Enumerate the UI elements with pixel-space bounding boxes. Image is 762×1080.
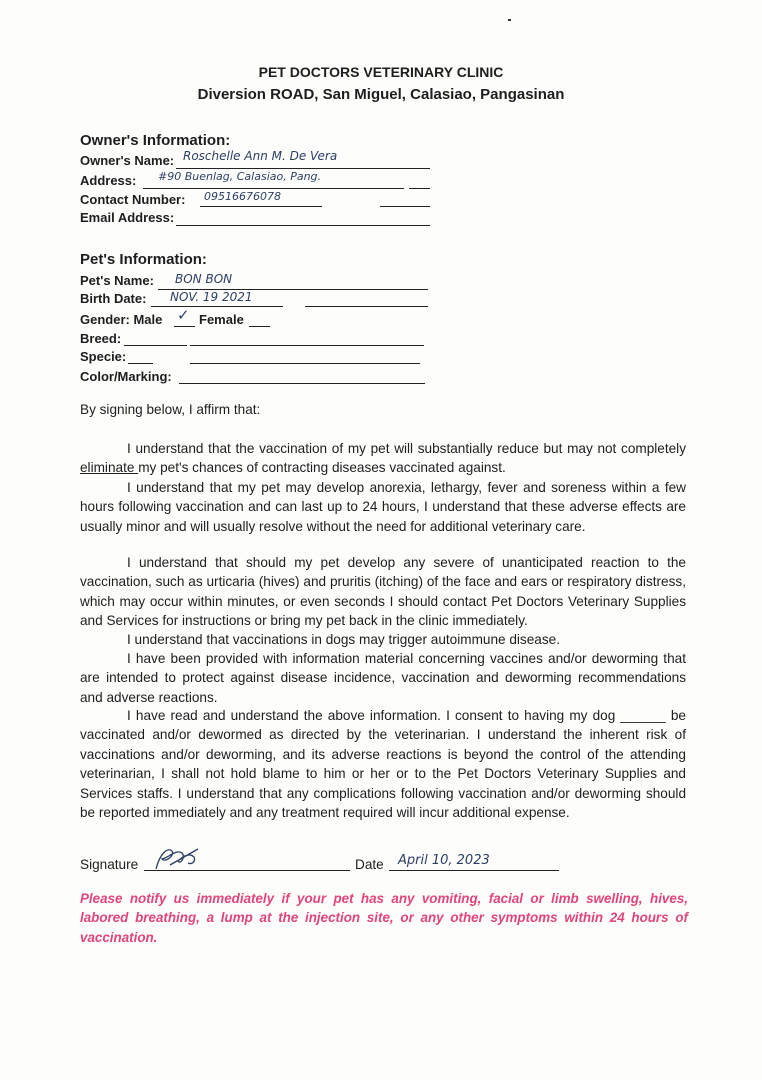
owner-name-value: Roschelle Ann M. De Vera: [183, 149, 338, 163]
date-value: April 10, 2023: [398, 853, 490, 868]
birth-date-line: [151, 306, 283, 307]
breed-line: [124, 345, 187, 346]
gender-male-label: Gender: Male: [80, 312, 163, 327]
signature-label: Signature: [80, 857, 139, 872]
address-line: [143, 188, 404, 189]
birth-date-line-end: [305, 306, 428, 307]
date-label: Date: [355, 857, 384, 872]
consent-paragraph-3: I understand that should my pet develop any severe of unanticipated reaction to the vaccination, such as urticaria (hives) and pruritis (itching) of the face and ears or respiratory distress, which may occur within minutes, or even seconds I should contact Pet Doctors Veterinary Supplies and Services for instructions or bring my pet back in the clinic immediately.: [80, 555, 686, 629]
breed-line-end: [190, 345, 424, 346]
male-checkmark: ✓: [177, 306, 190, 324]
clinic-address: Diversion ROAD, San Miguel, Calasiao, Pangasinan: [197, 86, 565, 103]
clinic-name: PET DOCTORS VETERINARY CLINIC: [258, 64, 504, 80]
female-check-line: [249, 326, 270, 327]
consent-paragraph-2: I understand that my pet may develop anorexia, lethargy, fever and soreness within a few hours following vaccination and can last up to 24 hours, I understand that these adverse effects are usually minor and will usually resolve without the need for additional veterinary care.: [80, 480, 686, 534]
specie-label: Specie:: [80, 349, 127, 364]
consent-paragraph-6: I have read and understand the above information. I consent to having my dog ______ be vaccinated and/or dewormed as directed by the veterinarian. I understand the inherent risk of vaccinations and/or deworming, and its adverse reactions is beyond the control of the attending veterinarian, I shall not hold blame to him or her or to the Pet Doctors Veterinary Supplies and Services staffs. I understand that any complications following vaccination and/or deworming should be reported immediately and any treatment required will incur additional expense.: [80, 708, 686, 821]
consent-paragraph-5: I have been provided with information material concerning vaccines and/or deworming that are intended to protect against disease incidence, vaccination and deworming recommendations and adverse reactions.: [80, 651, 686, 705]
color-marking-label: Color/Marking:: [80, 369, 172, 384]
pet-section-title: Pet's Information:: [80, 251, 207, 268]
email-label: Email Address:: [80, 210, 175, 225]
owner-name-label: Owner's Name:: [80, 153, 175, 168]
contact-label: Contact Number:: [80, 192, 186, 207]
pet-name-label: Pet's Name:: [80, 273, 154, 288]
birth-date-label: Birth Date:: [80, 291, 147, 306]
address-value: #90 Buenlag, Calasiao, Pang.: [158, 170, 322, 183]
pet-name-value: BON BON: [175, 272, 233, 286]
address-label: Address:: [80, 173, 137, 188]
specie-line-end: [190, 363, 420, 364]
notice-warning: Please notify us immediately if your pet has any vomiting, facial or limb swelling, hives, labored breathing, a lump at the injection site, or any other symptoms within 24 hours of vaccination.: [80, 891, 688, 945]
contact-value: 09516676078: [204, 190, 281, 203]
birth-date-value: NOV. 19 2021: [170, 290, 253, 304]
male-check-line: [174, 326, 195, 327]
female-label: Female: [199, 312, 244, 327]
date-line: [389, 870, 559, 871]
consent-paragraph-4: I understand that vaccinations in dogs may trigger autoimmune disease.: [127, 632, 560, 647]
contact-line: [200, 206, 322, 207]
specie-line: [128, 363, 153, 364]
owner-name-line: [176, 168, 430, 169]
affirm-statement: By signing below, I affirm that:: [80, 402, 261, 417]
owner-section-title: Owner's Information:: [80, 132, 231, 149]
email-line: [176, 225, 430, 226]
breed-label: Breed:: [80, 331, 122, 346]
contact-line-end: [380, 206, 430, 207]
signature-scribble: [150, 843, 210, 873]
consent-paragraph-1: I understand that the vaccination of my pet will substantially reduce but may not completely eliminate my pet's chances of contracting diseases vaccinated against.: [80, 441, 686, 476]
color-marking-line: [179, 383, 425, 384]
address-line-end: [409, 188, 430, 189]
scan-speck: [508, 19, 511, 21]
